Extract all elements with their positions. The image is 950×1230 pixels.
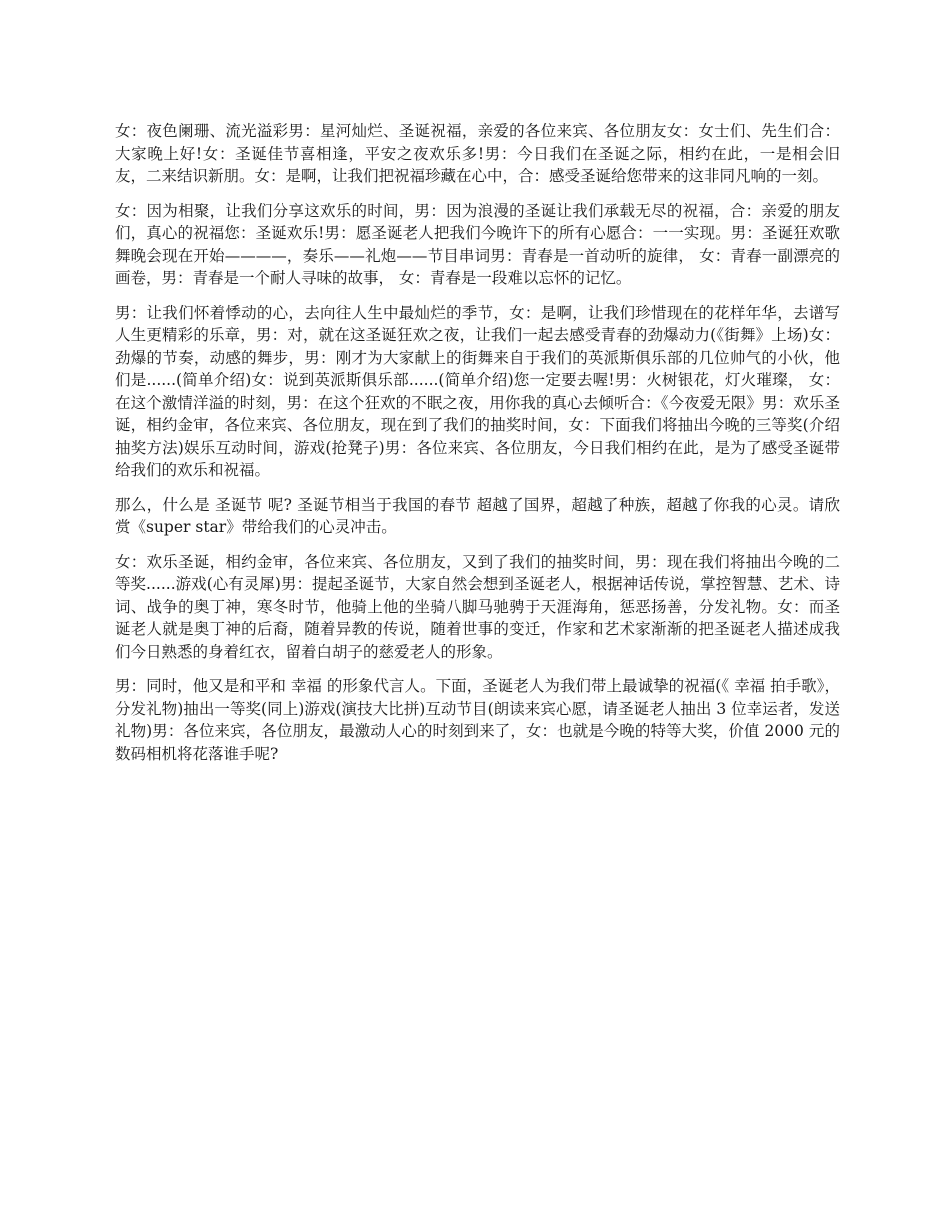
paragraph-3: 男：让我们怀着悸动的心，去向往人生中最灿烂的季节，女：是啊，让我们珍惜现在的花样年华，去谱写人生更精彩的乐章，男：对，就在这圣诞狂欢之夜，让我们一起去感受青春的劲爆动力(《街舞》上场)女：劲爆的节奏，动感的舞步，男：刚才为大家献上的街舞来自于我们的英派斯俱乐部的几位帅气的小伙，他们是......(简单介绍)女：说到英派斯俱乐部......(简单介绍)您一定要去喔!男：火树银花，灯火璀璨， 女：在这个激情洋溢的时刻，男：在这个狂欢的不眠之夜，用你我的真心去倾听合：《今夜爱无限》男：欢乐圣诞，相约金审，各位来宾、各位朋友，现在到了我们的抽奖时间，女：下面我们将抽出今晚的三等奖(介绍抽奖方法)娱乐互动时间，游戏(抢凳子)男：各位来宾、各位朋友，今日我们相约在此，是为了感受圣诞带给我们的欢乐和祝福。 [115, 303, 840, 479]
paragraph-5: 女：欢乐圣诞，相约金审，各位来宾、各位朋友，又到了我们的抽奖时间，男：现在我们将抽出今晚的二等奖......游戏(心有灵犀)男：提起圣诞节，大家自然会想到圣诞老人，根据神话传说，掌控智慧、艺术、诗词、战争的奥丁神，寒冬时节，他骑上他的坐骑八脚马驰骋于天涯海角，惩恶扬善，分发礼物。女：而圣诞老人就是奥丁神的后裔，随着异教的传说，随着世事的变迁，作家和艺术家渐渐的把圣诞老人描述成我们今日熟悉的身着红衣，留着白胡子的慈爱老人的形象。 [115, 552, 840, 661]
document-body [115, 120, 840, 777]
paragraph-2: 女：因为相聚，让我们分享这欢乐的时间，男：因为浪漫的圣诞让我们承载无尽的祝福，合：亲爱的朋友们，真心的祝福您：圣诞欢乐!男：愿圣诞老人把我们今晚许下的所有心愿合：一一实现。男：圣诞狂欢歌舞晚会现在开始————，奏乐——礼炮——节目串词男：青春是一首动听的旋律， 女：青春一副漂亮的画卷，男：青春是一个耐人寻味的故事， 女：青春是一段难以忘怀的记忆。 [115, 201, 840, 287]
paragraph-1: 女：夜色阑珊、流光溢彩男：星河灿烂、圣诞祝福，亲爱的各位来宾、各位朋友女：女士们、先生们合：大家晚上好!女：圣诞佳节喜相逢，平安之夜欢乐多!男：今日我们在圣诞之际，相约在此，一是相会旧友，二来结识新朋。女：是啊，让我们把祝福珍藏在心中，合：感受圣诞给您带来的这非同凡响的一刻。 [115, 122, 840, 185]
paragraph-4: 那么，什么是 圣诞节 呢? 圣诞节相当于我国的春节 超越了国界，超越了种族，超越了你我的心灵。请欣赏《super star》带给我们的心灵冲击。 [115, 495, 840, 536]
paragraph-6: 男：同时，他又是和平和 幸福 的形象代言人。下面，圣诞老人为我们带上最诚挚的祝福(《 幸福 拍手歌》，分发礼物)抽出一等奖(同上)游戏(演技大比拼)互动节目(朗读来宾心愿，请圣诞老人抽出 3 位幸运者，发送礼物)男：各位来宾，各位朋友，最激动人心的时刻到来了，女：也就是今晚的特等大奖，价值 2000 元的数码相机将花落谁手呢? [115, 677, 840, 763]
